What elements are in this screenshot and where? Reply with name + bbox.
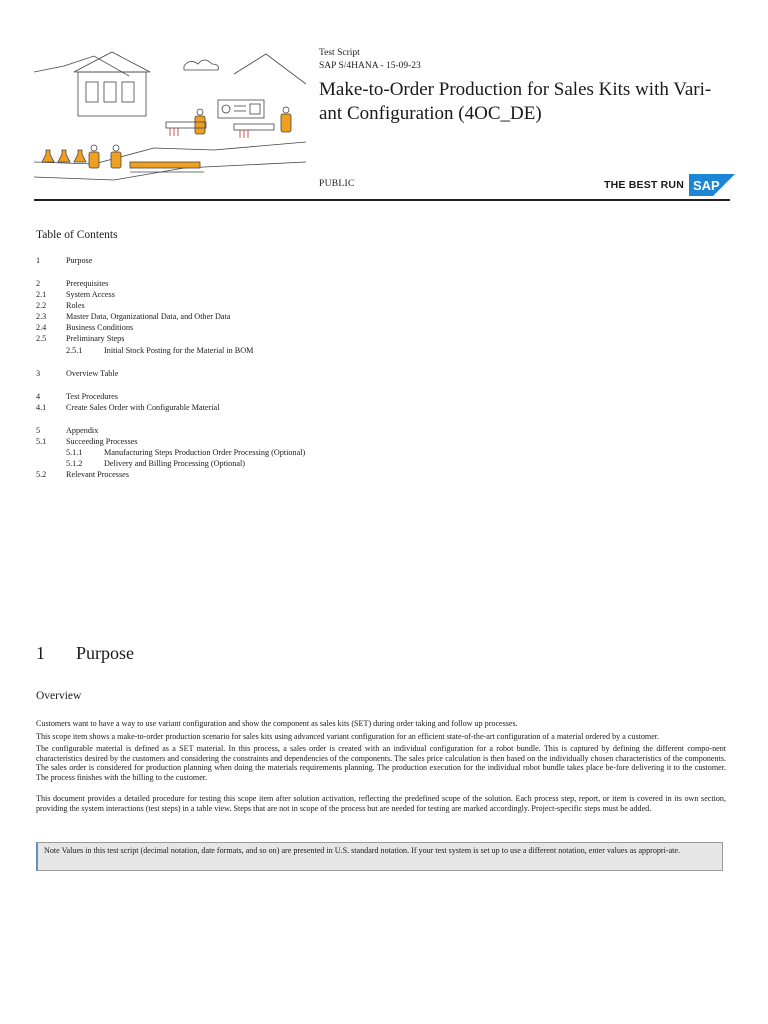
toc-entry-number: 5 [36, 426, 41, 435]
toc-entry-label: Initial Stock Posting for the Material in BOM [104, 346, 254, 355]
document-title: Make-to-Order Production for Sales Kits with Vari-ant Configuration (4OC_DE) [319, 79, 712, 124]
toc-entry-label: Purpose [66, 256, 93, 265]
document-version: SAP S/4HANA - 15-09-23 [319, 61, 421, 71]
toc-entry-label: Delivery and Billing Processing (Optional) [104, 459, 245, 468]
toc-entry-number: 2.3 [36, 312, 47, 321]
toc-entry-number: 2.2 [36, 301, 47, 310]
paragraph: Customers want to have a way to use variant configuration and show the component as sales kits (SET) during order taking and follow up processes. [36, 719, 518, 728]
toc-entry-number: 3 [36, 369, 41, 378]
toc-entry-number: 2.4 [36, 323, 47, 332]
classification-label: PUBLIC [319, 179, 355, 189]
toc-entry-number: 2.5 [36, 334, 47, 343]
svg-text:SAP: SAP [693, 178, 720, 193]
toc-entry-label: Roles [66, 301, 85, 310]
toc-entry-label: Relevant Processes [66, 470, 129, 479]
toc-entry-number: 5.2 [36, 470, 47, 479]
section-title: Purpose [76, 643, 134, 663]
toc-entry-label: Preliminary Steps [66, 334, 125, 343]
toc-entry-number: 1 [36, 256, 41, 265]
toc-entry-label: Create Sales Order with Configurable Material [66, 403, 220, 412]
toc-entry-label: Master Data, Organizational Data, and Other Data [66, 312, 231, 321]
toc-entry-label: Test Procedures [66, 392, 118, 401]
header-divider [34, 199, 730, 201]
toc-entry-label: Succeeding Processes [66, 437, 138, 446]
section-number: 1 [36, 643, 45, 663]
toc-entry-number: 2 [36, 279, 41, 288]
brand-tagline: THE BEST RUN [604, 179, 684, 191]
toc-entry-number: 5.1.2 [66, 459, 83, 468]
toc-entry-number: 4.1 [36, 403, 47, 412]
toc-entry-label: Business Conditions [66, 323, 134, 332]
toc-entry-label: Prerequisites [66, 279, 109, 288]
paragraph: The configurable material is defined as a SET material. In this process, a sales order is created with an individual configuration for a robot bundle. This is captured by defining the different compo-nent characteristics desired by the customers and considering the constraints and dependencies of the components. The sales price calculation is then based on the individually chosen characteristics of the components. The sales order is considered for production planning when doing the materials requirements planning. The production execution for the individual robot bundle takes place be-fore delivering it to the customer. The process finishes with the billing to the customer. [36, 744, 726, 782]
toc-entry-label: Manufacturing Steps Production Order Processing (Optional) [104, 448, 306, 457]
toc-heading: Table of Contents [36, 229, 118, 241]
toc-entry-number: 4 [36, 392, 41, 401]
document-type: Test Script [319, 48, 360, 58]
toc-entry-label: Overview Table [66, 369, 119, 378]
paragraph: This scope item shows a make-to-order production scenario for sales kits using advanced variant configuration for an efficient state-of-the-art configuration of a material ordered by a customer. [36, 732, 660, 741]
sap-logo-icon [689, 174, 735, 196]
note-box: Note Values in this test script (decimal notation, date formats, and so on) are presented in U.S. standard notation. If your test system is set up to use a different notation, enter values as appropri-ate. [36, 842, 723, 871]
toc-entry-number: 5.1.1 [66, 448, 83, 457]
overview-heading: Overview [36, 690, 82, 702]
toc-entry-number: 5.1 [36, 437, 47, 446]
toc-entry-number: 2.5.1 [66, 346, 83, 355]
factory-illustration [34, 44, 306, 189]
brand-block [604, 174, 735, 196]
paragraph: This document provides a detailed procedure for testing this scope item after solution activation, reflecting the predefined scope of the solution. Each process step, report, or item is covered in its own section, providing the system interactions (test steps) in a table view. Steps that are not in scope of the process but are needed for testing are marked accordingly. Project-specific steps must be added. [36, 794, 726, 813]
toc-entry-label: Appendix [66, 426, 99, 435]
toc-entry-label: System Access [66, 290, 115, 299]
toc-entry-number: 2.1 [36, 290, 47, 299]
